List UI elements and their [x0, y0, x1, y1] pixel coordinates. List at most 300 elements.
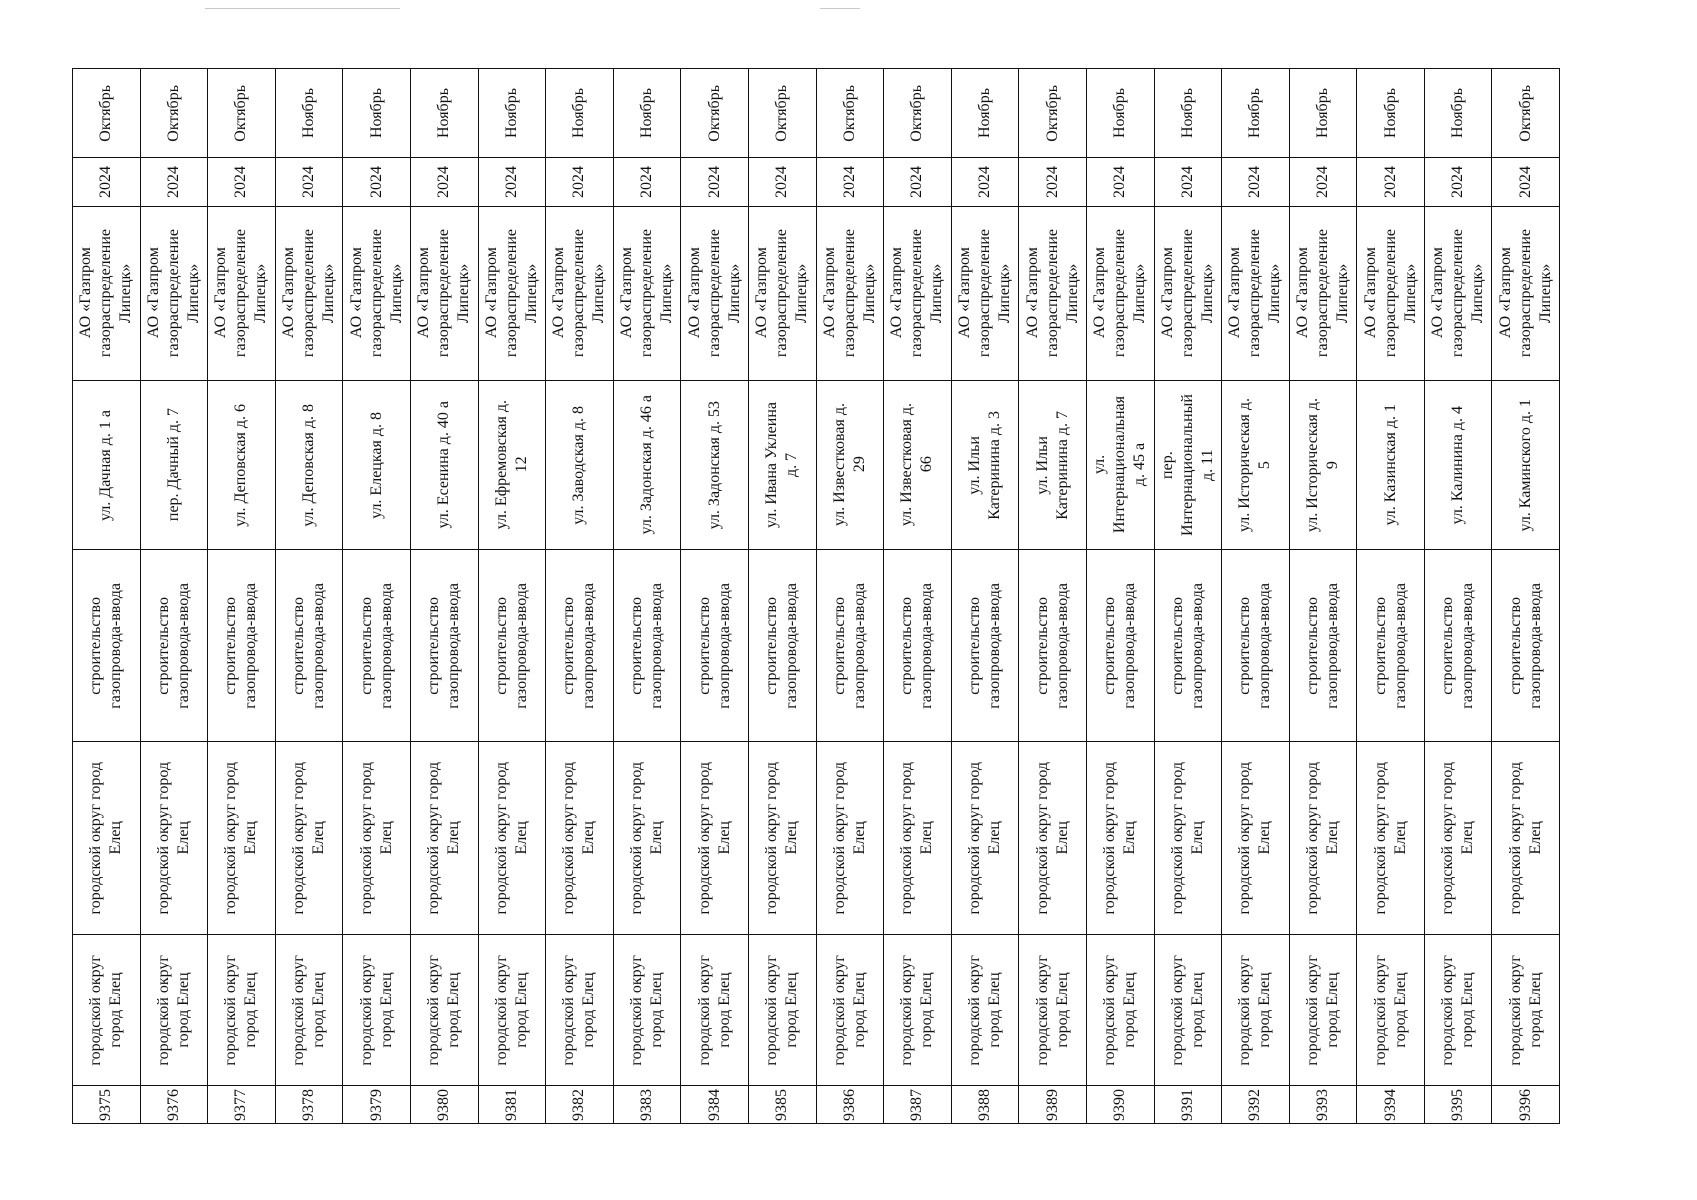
work-type-cell — [1425, 549, 1492, 741]
district-cell — [208, 741, 275, 934]
address-text: ул. Интернациональная д. 45 а — [1091, 396, 1149, 534]
month-text: Ноябрь — [976, 87, 994, 139]
month-cell — [884, 69, 951, 157]
organization-cell — [141, 206, 208, 380]
year-text: 2024 — [502, 166, 520, 198]
organization-cell — [73, 206, 140, 380]
year-text: 2024 — [705, 166, 723, 198]
month-text: Октябрь — [1516, 84, 1534, 142]
record-number-text: 9395 — [1449, 1088, 1467, 1121]
work-type-text: строительство газопровода-ввода — [1371, 582, 1409, 709]
district-cell — [1425, 741, 1492, 934]
year-text: 2024 — [1246, 166, 1264, 198]
address-cell — [614, 380, 681, 549]
district-cell — [1087, 741, 1154, 934]
municipality-cell — [276, 934, 343, 1085]
work-type-text: строительство газопровода-ввода — [966, 582, 1004, 709]
address-text: ул. Каминского д. 1 — [1516, 398, 1534, 532]
address-text: ул. Деповская д. 8 — [300, 403, 318, 527]
organization-cell — [884, 206, 951, 380]
record-number-cell — [817, 1085, 884, 1123]
year-text: 2024 — [97, 166, 115, 198]
work-type-cell — [141, 549, 208, 741]
address-text: ул. Калинина д. 4 — [1449, 405, 1467, 525]
work-type-cell — [1087, 549, 1154, 741]
table-row — [545, 68, 613, 1124]
organization-cell — [749, 206, 816, 380]
table-row — [207, 68, 275, 1124]
municipality-text: городской округ город Елец — [695, 954, 733, 1066]
municipality-text: городской округ город Елец — [425, 954, 463, 1066]
table-row — [1289, 68, 1357, 1124]
month-text: Октябрь — [908, 84, 926, 142]
municipality-cell — [73, 934, 140, 1085]
record-number-cell — [884, 1085, 951, 1123]
work-type-cell — [749, 549, 816, 741]
municipality-cell — [1357, 934, 1424, 1085]
record-number-cell — [73, 1085, 140, 1123]
address-cell — [1087, 380, 1154, 549]
record-number-text: 9375 — [97, 1088, 115, 1121]
district-text: городской округ город Елец — [1236, 761, 1274, 915]
year-cell — [1290, 157, 1357, 206]
year-text: 2024 — [1178, 166, 1196, 198]
month-text: Ноябрь — [300, 87, 318, 139]
year-cell — [681, 157, 748, 206]
district-text: городской округ город Елец — [966, 761, 1004, 915]
district-cell — [817, 741, 884, 934]
district-cell — [614, 741, 681, 934]
address-cell — [1425, 380, 1492, 549]
month-cell — [1425, 69, 1492, 157]
organization-text: АО «Газпром газораспределение Липецк» — [482, 229, 540, 358]
work-type-cell — [73, 549, 140, 741]
municipality-text: городской округ город Елец — [560, 954, 598, 1066]
record-number-cell — [1290, 1085, 1357, 1123]
organization-cell — [952, 206, 1019, 380]
work-type-cell — [614, 549, 681, 741]
address-text: ул. Казинская д. 1 — [1381, 404, 1399, 526]
month-cell — [73, 69, 140, 157]
work-type-cell — [1290, 549, 1357, 741]
work-type-cell — [1155, 549, 1222, 741]
record-number-text: 9376 — [164, 1088, 182, 1121]
municipality-text: городской округ город Елец — [1371, 954, 1409, 1066]
year-text: 2024 — [773, 166, 791, 198]
organization-cell — [1222, 206, 1289, 380]
address-cell — [884, 380, 951, 549]
record-number-text: 9392 — [1246, 1088, 1264, 1121]
year-cell — [479, 157, 546, 206]
organization-cell — [681, 206, 748, 380]
district-text: городской округ город Елец — [1101, 761, 1139, 915]
address-cell — [1357, 380, 1424, 549]
district-text: городской округ город Елец — [763, 761, 801, 915]
table-row — [680, 68, 748, 1124]
year-cell — [1087, 157, 1154, 206]
address-cell — [411, 380, 478, 549]
work-type-text: строительство газопровода-ввода — [1236, 582, 1274, 709]
record-number-text: 9383 — [638, 1088, 656, 1121]
work-type-cell — [479, 549, 546, 741]
district-cell — [1155, 741, 1222, 934]
address-cell — [1019, 380, 1086, 549]
municipality-text: городской округ город Елец — [357, 954, 395, 1066]
municipality-cell — [749, 934, 816, 1085]
year-text: 2024 — [1111, 166, 1129, 198]
month-text: Ноябрь — [1111, 87, 1129, 139]
table-row — [1018, 68, 1086, 1124]
municipality-cell — [817, 934, 884, 1085]
district-text: городской округ город Елец — [695, 761, 733, 915]
municipality-text: городской округ город Елец — [222, 954, 260, 1066]
municipality-cell — [343, 934, 410, 1085]
month-text: Октябрь — [773, 84, 791, 142]
month-text: Ноябрь — [435, 87, 453, 139]
table-row — [342, 68, 410, 1124]
record-number-text: 9391 — [1178, 1088, 1196, 1121]
month-cell — [681, 69, 748, 157]
work-type-text: строительство газопровода-ввода — [1033, 582, 1071, 709]
month-text: Октябрь — [840, 84, 858, 142]
organization-cell — [479, 206, 546, 380]
scan-artifact — [820, 8, 860, 9]
municipality-cell — [1492, 934, 1559, 1085]
year-cell — [1222, 157, 1289, 206]
record-number-cell — [681, 1085, 748, 1123]
address-text: ул. Деповская д. 6 — [232, 403, 250, 527]
organization-cell — [1087, 206, 1154, 380]
district-text: городской округ город Елец — [222, 761, 260, 915]
district-text: городской округ город Елец — [1371, 761, 1409, 915]
organization-cell — [1357, 206, 1424, 380]
municipality-text: городской округ город Елец — [290, 954, 328, 1066]
address-cell — [546, 380, 613, 549]
district-text: городской округ город Елец — [1506, 761, 1544, 915]
month-cell — [952, 69, 1019, 157]
address-cell — [1155, 380, 1222, 549]
record-number-text: 9378 — [300, 1088, 318, 1121]
organization-text: АО «Газпром газораспределение Липецк» — [280, 229, 338, 358]
record-number-cell — [141, 1085, 208, 1123]
year-text: 2024 — [638, 166, 656, 198]
month-text: Октябрь — [705, 84, 723, 142]
year-text: 2024 — [908, 166, 926, 198]
municipality-text: городской округ город Елец — [830, 954, 868, 1066]
district-cell — [343, 741, 410, 934]
month-cell — [1087, 69, 1154, 157]
month-cell — [1290, 69, 1357, 157]
year-text: 2024 — [435, 166, 453, 198]
address-text: ул. Ильи Катеринина д. 3 — [966, 410, 1004, 520]
municipality-cell — [479, 934, 546, 1085]
work-type-text: строительство газопровода-ввода — [1303, 582, 1341, 709]
record-number-cell — [1492, 1085, 1559, 1123]
address-text: ул. Елецкая д. 8 — [367, 411, 385, 519]
year-cell — [411, 157, 478, 206]
work-type-cell — [817, 549, 884, 741]
year-cell — [1425, 157, 1492, 206]
municipality-cell — [208, 934, 275, 1085]
work-type-cell — [681, 549, 748, 741]
work-type-text: строительство газопровода-ввода — [1439, 582, 1477, 709]
address-text: ул. Ефремовская д. 12 — [492, 400, 530, 530]
table-row — [613, 68, 681, 1124]
district-cell — [479, 741, 546, 934]
municipality-cell — [141, 934, 208, 1085]
organization-cell — [208, 206, 275, 380]
organization-cell — [546, 206, 613, 380]
year-text: 2024 — [1449, 166, 1467, 198]
work-type-text: строительство газопровода-ввода — [222, 582, 260, 709]
district-text: городской округ город Елец — [425, 761, 463, 915]
district-cell — [884, 741, 951, 934]
organization-text: АО «Газпром газораспределение Липецк» — [1091, 229, 1149, 358]
year-cell — [952, 157, 1019, 206]
organization-text: АО «Газпром газораспределение Липецк» — [1293, 229, 1351, 358]
year-cell — [276, 157, 343, 206]
organization-text: АО «Газпром газораспределение Липецк» — [144, 229, 202, 358]
month-text: Октябрь — [97, 84, 115, 142]
municipality-cell — [614, 934, 681, 1085]
month-text: Октябрь — [1043, 84, 1061, 142]
year-text: 2024 — [570, 166, 588, 198]
address-cell — [1222, 380, 1289, 549]
month-cell — [411, 69, 478, 157]
month-text: Ноябрь — [570, 87, 588, 139]
year-text: 2024 — [1381, 166, 1399, 198]
year-cell — [141, 157, 208, 206]
district-text: городской округ город Елец — [1303, 761, 1341, 915]
work-type-cell — [343, 549, 410, 741]
record-number-text: 9384 — [705, 1088, 723, 1121]
district-text: городской округ город Елец — [357, 761, 395, 915]
month-text: Ноябрь — [502, 87, 520, 139]
organization-cell — [1019, 206, 1086, 380]
district-cell — [1019, 741, 1086, 934]
municipality-cell — [1290, 934, 1357, 1085]
work-type-text: строительство газопровода-ввода — [628, 582, 666, 709]
district-text: городской округ город Елец — [1439, 761, 1477, 915]
municipality-text: городской округ город Елец — [1303, 954, 1341, 1066]
address-cell — [276, 380, 343, 549]
record-number-text: 9394 — [1381, 1088, 1399, 1121]
address-text: ул. Ивана Уклеина д. 7 — [763, 402, 801, 528]
district-cell — [1492, 741, 1559, 934]
district-text: городской округ город Елец — [154, 761, 192, 915]
work-type-cell — [546, 549, 613, 741]
municipality-text: городской округ город Елец — [763, 954, 801, 1066]
organization-text: АО «Газпром газораспределение Липецк» — [888, 229, 946, 358]
district-cell — [546, 741, 613, 934]
organization-cell — [1425, 206, 1492, 380]
gas-connection-table — [72, 68, 1560, 1124]
month-text: Октябрь — [164, 84, 182, 142]
record-number-cell — [208, 1085, 275, 1123]
record-number-text: 9377 — [232, 1088, 250, 1121]
work-type-text: строительство газопровода-ввода — [763, 582, 801, 709]
organization-text: АО «Газпром газораспределение Липецк» — [753, 229, 811, 358]
district-cell — [411, 741, 478, 934]
municipality-cell — [681, 934, 748, 1085]
address-text: пер. Дачный д. 7 — [164, 408, 182, 522]
municipality-cell — [1019, 934, 1086, 1085]
address-text: пер. Интернациональный д. 11 — [1158, 394, 1216, 536]
organization-text: АО «Газпром газораспределение Липецк» — [820, 229, 878, 358]
municipality-text: городской округ город Елец — [628, 954, 666, 1066]
address-cell — [817, 380, 884, 549]
month-text: Ноябрь — [638, 87, 656, 139]
record-number-cell — [1155, 1085, 1222, 1123]
record-number-cell — [479, 1085, 546, 1123]
organization-cell — [1290, 206, 1357, 380]
table-row — [1221, 68, 1289, 1124]
district-text: городской округ город Елец — [492, 761, 530, 915]
district-cell — [1357, 741, 1424, 934]
municipality-text: городской округ город Елец — [492, 954, 530, 1066]
month-cell — [1357, 69, 1424, 157]
district-text: городской округ город Елец — [290, 761, 328, 915]
month-cell — [479, 69, 546, 157]
work-type-cell — [952, 549, 1019, 741]
record-number-cell — [749, 1085, 816, 1123]
table-row — [951, 68, 1019, 1124]
address-cell — [73, 380, 140, 549]
month-cell — [141, 69, 208, 157]
month-cell — [749, 69, 816, 157]
organization-text: АО «Газпром газораспределение Липецк» — [1023, 229, 1081, 358]
year-cell — [73, 157, 140, 206]
month-cell — [1222, 69, 1289, 157]
work-type-text: строительство газопровода-ввода — [560, 582, 598, 709]
organization-cell — [411, 206, 478, 380]
year-cell — [1357, 157, 1424, 206]
year-text: 2024 — [232, 166, 250, 198]
district-text: городской округ город Елец — [628, 761, 666, 915]
municipality-cell — [411, 934, 478, 1085]
district-text: городской округ город Елец — [898, 761, 936, 915]
municipality-cell — [1155, 934, 1222, 1085]
record-number-text: 9390 — [1111, 1088, 1129, 1121]
municipality-text: городской округ город Елец — [966, 954, 1004, 1066]
month-text: Ноябрь — [367, 87, 385, 139]
municipality-text: городской округ город Елец — [1033, 954, 1071, 1066]
organization-cell — [1155, 206, 1222, 380]
month-text: Ноябрь — [1178, 87, 1196, 139]
address-text: ул. Дачная д. 1 а — [97, 409, 115, 521]
district-text: городской округ город Елец — [1168, 761, 1206, 915]
district-cell — [1290, 741, 1357, 934]
month-text: Ноябрь — [1449, 87, 1467, 139]
organization-text: АО «Газпром газораспределение Липецк» — [685, 229, 743, 358]
work-type-text: строительство газопровода-ввода — [898, 582, 936, 709]
organization-text: АО «Газпром газораспределение Липецк» — [415, 229, 473, 358]
record-number-text: 9382 — [570, 1088, 588, 1121]
work-type-cell — [1357, 549, 1424, 741]
table-row — [883, 68, 951, 1124]
month-text: Ноябрь — [1246, 87, 1264, 139]
year-cell — [749, 157, 816, 206]
year-text: 2024 — [1043, 166, 1061, 198]
month-text: Октябрь — [232, 84, 250, 142]
year-text: 2024 — [976, 166, 994, 198]
district-text: городской округ город Елец — [87, 761, 125, 915]
address-cell — [681, 380, 748, 549]
record-number-cell — [1357, 1085, 1424, 1123]
work-type-text: строительство газопровода-ввода — [695, 582, 733, 709]
table-row — [275, 68, 343, 1124]
scan-artifact — [205, 8, 400, 9]
table-row — [816, 68, 884, 1124]
record-number-cell — [411, 1085, 478, 1123]
district-text: городской округ город Елец — [560, 761, 598, 915]
municipality-text: городской округ город Елец — [1439, 954, 1477, 1066]
work-type-cell — [1019, 549, 1086, 741]
address-text: ул. Задонская д. 53 — [705, 400, 723, 530]
record-number-text: 9393 — [1313, 1088, 1331, 1121]
work-type-text: строительство газопровода-ввода — [425, 582, 463, 709]
organization-cell — [276, 206, 343, 380]
year-text: 2024 — [1313, 166, 1331, 198]
year-cell — [1019, 157, 1086, 206]
year-cell — [817, 157, 884, 206]
organization-cell — [817, 206, 884, 380]
year-cell — [343, 157, 410, 206]
address-cell — [208, 380, 275, 549]
work-type-text: строительство газопровода-ввода — [87, 582, 125, 709]
organization-text: АО «Газпром газораспределение Липецк» — [1226, 229, 1284, 358]
address-cell — [1290, 380, 1357, 549]
record-number-cell — [1222, 1085, 1289, 1123]
record-number-cell — [546, 1085, 613, 1123]
record-number-text: 9388 — [976, 1088, 994, 1121]
month-text: Ноябрь — [1381, 87, 1399, 139]
organization-text: АО «Газпром газораспределение Липецк» — [347, 229, 405, 358]
work-type-cell — [884, 549, 951, 741]
district-text: городской округ город Елец — [1033, 761, 1071, 915]
municipality-text: городской округ город Елец — [87, 954, 125, 1066]
municipality-cell — [1425, 934, 1492, 1085]
district-cell — [73, 741, 140, 934]
organization-text: АО «Газпром газораспределение Липецк» — [77, 229, 135, 358]
record-number-text: 9385 — [773, 1088, 791, 1121]
record-number-text: 9381 — [502, 1088, 520, 1121]
table-row — [72, 68, 140, 1124]
municipality-text: городской округ город Елец — [1101, 954, 1139, 1066]
table-row — [1356, 68, 1424, 1124]
month-text: Ноябрь — [1313, 87, 1331, 139]
table-row — [1086, 68, 1154, 1124]
municipality-cell — [1222, 934, 1289, 1085]
municipality-cell — [1087, 934, 1154, 1085]
month-cell — [1019, 69, 1086, 157]
address-cell — [749, 380, 816, 549]
work-type-text: строительство газопровода-ввода — [830, 582, 868, 709]
municipality-cell — [952, 934, 1019, 1085]
table-row — [1491, 68, 1560, 1124]
address-text: ул. Задонская д. 46 а — [638, 395, 656, 535]
record-number-cell — [276, 1085, 343, 1123]
record-number-text: 9379 — [367, 1088, 385, 1121]
organization-text: АО «Газпром газораспределение Липецк» — [212, 229, 270, 358]
address-text: ул. Известковая д. 66 — [898, 403, 936, 527]
record-number-text: 9380 — [435, 1088, 453, 1121]
work-type-cell — [276, 549, 343, 741]
year-text: 2024 — [367, 166, 385, 198]
month-cell — [1155, 69, 1222, 157]
municipality-text: городской округ город Елец — [1168, 954, 1206, 1066]
municipality-cell — [884, 934, 951, 1085]
